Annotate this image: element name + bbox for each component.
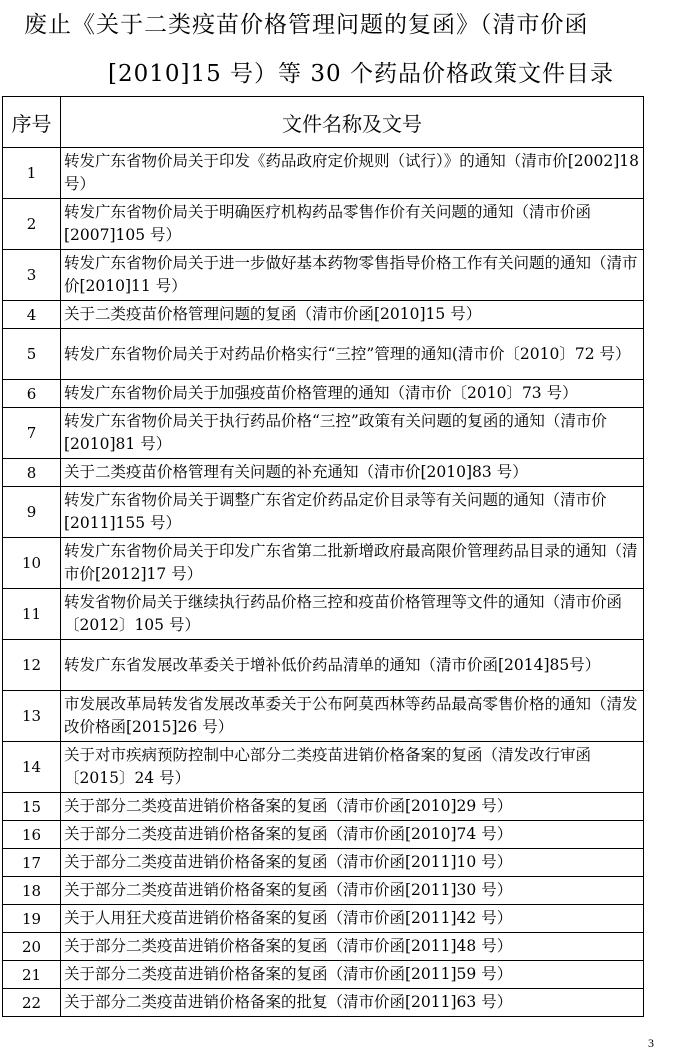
row-serial-number: 10 [3,538,61,589]
row-serial-number: 19 [3,905,61,933]
row-document-name: 转发广东省物价局关于明确医疗机构药品零售作价有关问题的通知（清市价函[2007]105 号） [61,199,644,250]
row-document-name: 关于部分二类疫苗进销价格备案的复函（清市价函[2011]10 号） [61,849,644,877]
row-document-name: 转发广东省物价局关于进一步做好基本药物零售指导价格工作有关问题的通知（清市价[2010]11 号） [61,250,644,301]
header-serial-number: 序号 [3,97,61,148]
header-document-name: 文件名称及文号 [61,97,644,148]
row-serial-number: 18 [3,877,61,905]
table-row [3,250,644,301]
page-number: 3 [648,1036,654,1050]
row-serial-number: 5 [3,329,61,380]
row-document-name: 关于部分二类疫苗进销价格备案的复函（清市价函[2011]48 号） [61,933,644,961]
row-document-name: 关于人用狂犬疫苗进销价格备案的复函（清市价函[2011]42 号） [61,905,644,933]
table-row [3,301,644,329]
row-document-name: 市发展改革局转发省发展改革委关于公布阿莫西林等药品最高零售价格的通知（清发改价格函[2015]26 号） [61,691,644,742]
row-document-name: 关于对市疾病预防控制中心部分二类疫苗进销价格备案的复函（清发改行审函〔2015〕24 号） [61,742,644,793]
table-row [3,487,644,538]
table-row [3,933,644,961]
row-document-name: 关于部分二类疫苗进销价格备案的复函（清市价函[2011]30 号） [61,877,644,905]
table-row [3,849,644,877]
row-document-name: 转发广东省物价局关于印发《药品政府定价规则（试行）》的通知（清市价[2002]18 号） [61,148,644,199]
row-serial-number: 6 [3,380,61,408]
table-row [3,408,644,459]
table-row [3,989,644,1017]
table-row [3,961,644,989]
row-serial-number: 9 [3,487,61,538]
table-row [3,459,644,487]
row-serial-number: 4 [3,301,61,329]
document-title-line-2: [2010]15 号）等 30 个药品价格政策文件目录 [108,61,614,87]
row-document-name: 关于二类疫苗价格管理问题的复函（清市价函[2010]15 号） [61,301,644,329]
row-document-name: 转发广东省物价局关于对药品价格实行“三控”管理的通知(清市价〔2010〕72 号） [61,329,644,380]
table-row [3,380,644,408]
row-serial-number: 15 [3,793,61,821]
row-document-name: 关于部分二类疫苗进销价格备案的复函（清市价函[2010]74 号） [61,821,644,849]
row-serial-number: 11 [3,589,61,640]
row-document-name: 关于二类疫苗价格管理有关问题的补充通知（清市价[2010]83 号） [61,459,644,487]
table-row [3,640,644,691]
table-row [3,329,644,380]
table-row [3,538,644,589]
row-document-name: 转发省物价局关于继续执行药品价格三控和疫苗价格管理等文件的通知（清市价函〔2012〕105 号） [61,589,644,640]
row-document-name: 转发广东省物价局关于调整广东省定价药品定价目录等有关问题的通知（清市价[2011]155 号） [61,487,644,538]
table-header-row [3,97,644,148]
row-serial-number: 17 [3,849,61,877]
table-row [3,793,644,821]
table-row [3,905,644,933]
row-serial-number: 3 [3,250,61,301]
row-serial-number: 16 [3,821,61,849]
row-serial-number: 7 [3,408,61,459]
row-document-name: 关于部分二类疫苗进销价格备案的批复（清市价函[2011]63 号） [61,989,644,1017]
row-serial-number: 20 [3,933,61,961]
row-serial-number: 8 [3,459,61,487]
table-row [3,877,644,905]
row-serial-number: 12 [3,640,61,691]
row-serial-number: 1 [3,148,61,199]
document-title-line-1: 废止《关于二类疫苗价格管理问题的复函》（清市价函 [24,12,589,38]
row-document-name: 关于部分二类疫苗进销价格备案的复函（清市价函[2010]29 号） [61,793,644,821]
table-row [3,589,644,640]
row-serial-number: 13 [3,691,61,742]
table-row [3,821,644,849]
table-body [3,148,644,1017]
table-row [3,742,644,793]
row-document-name: 关于部分二类疫苗进销价格备案的复函（清市价函[2011]59 号） [61,961,644,989]
document-list-table [2,96,644,1017]
table-row [3,148,644,199]
row-serial-number: 14 [3,742,61,793]
table-row [3,199,644,250]
row-document-name: 转发广东省物价局关于执行药品价格“三控”政策有关问题的复函的通知（清市价[2010]81 号） [61,408,644,459]
row-serial-number: 2 [3,199,61,250]
row-document-name: 转发广东省发展改革委关于增补低价药品清单的通知（清市价函[2014]85号） [61,640,644,691]
row-serial-number: 21 [3,961,61,989]
row-document-name: 转发广东省物价局关于加强疫苗价格管理的通知（清市价〔2010〕73 号） [61,380,644,408]
row-document-name: 转发广东省物价局关于印发广东省第二批新增政府最高限价管理药品目录的通知（清市价[2012]17 号） [61,538,644,589]
row-serial-number: 22 [3,989,61,1017]
table-row [3,691,644,742]
